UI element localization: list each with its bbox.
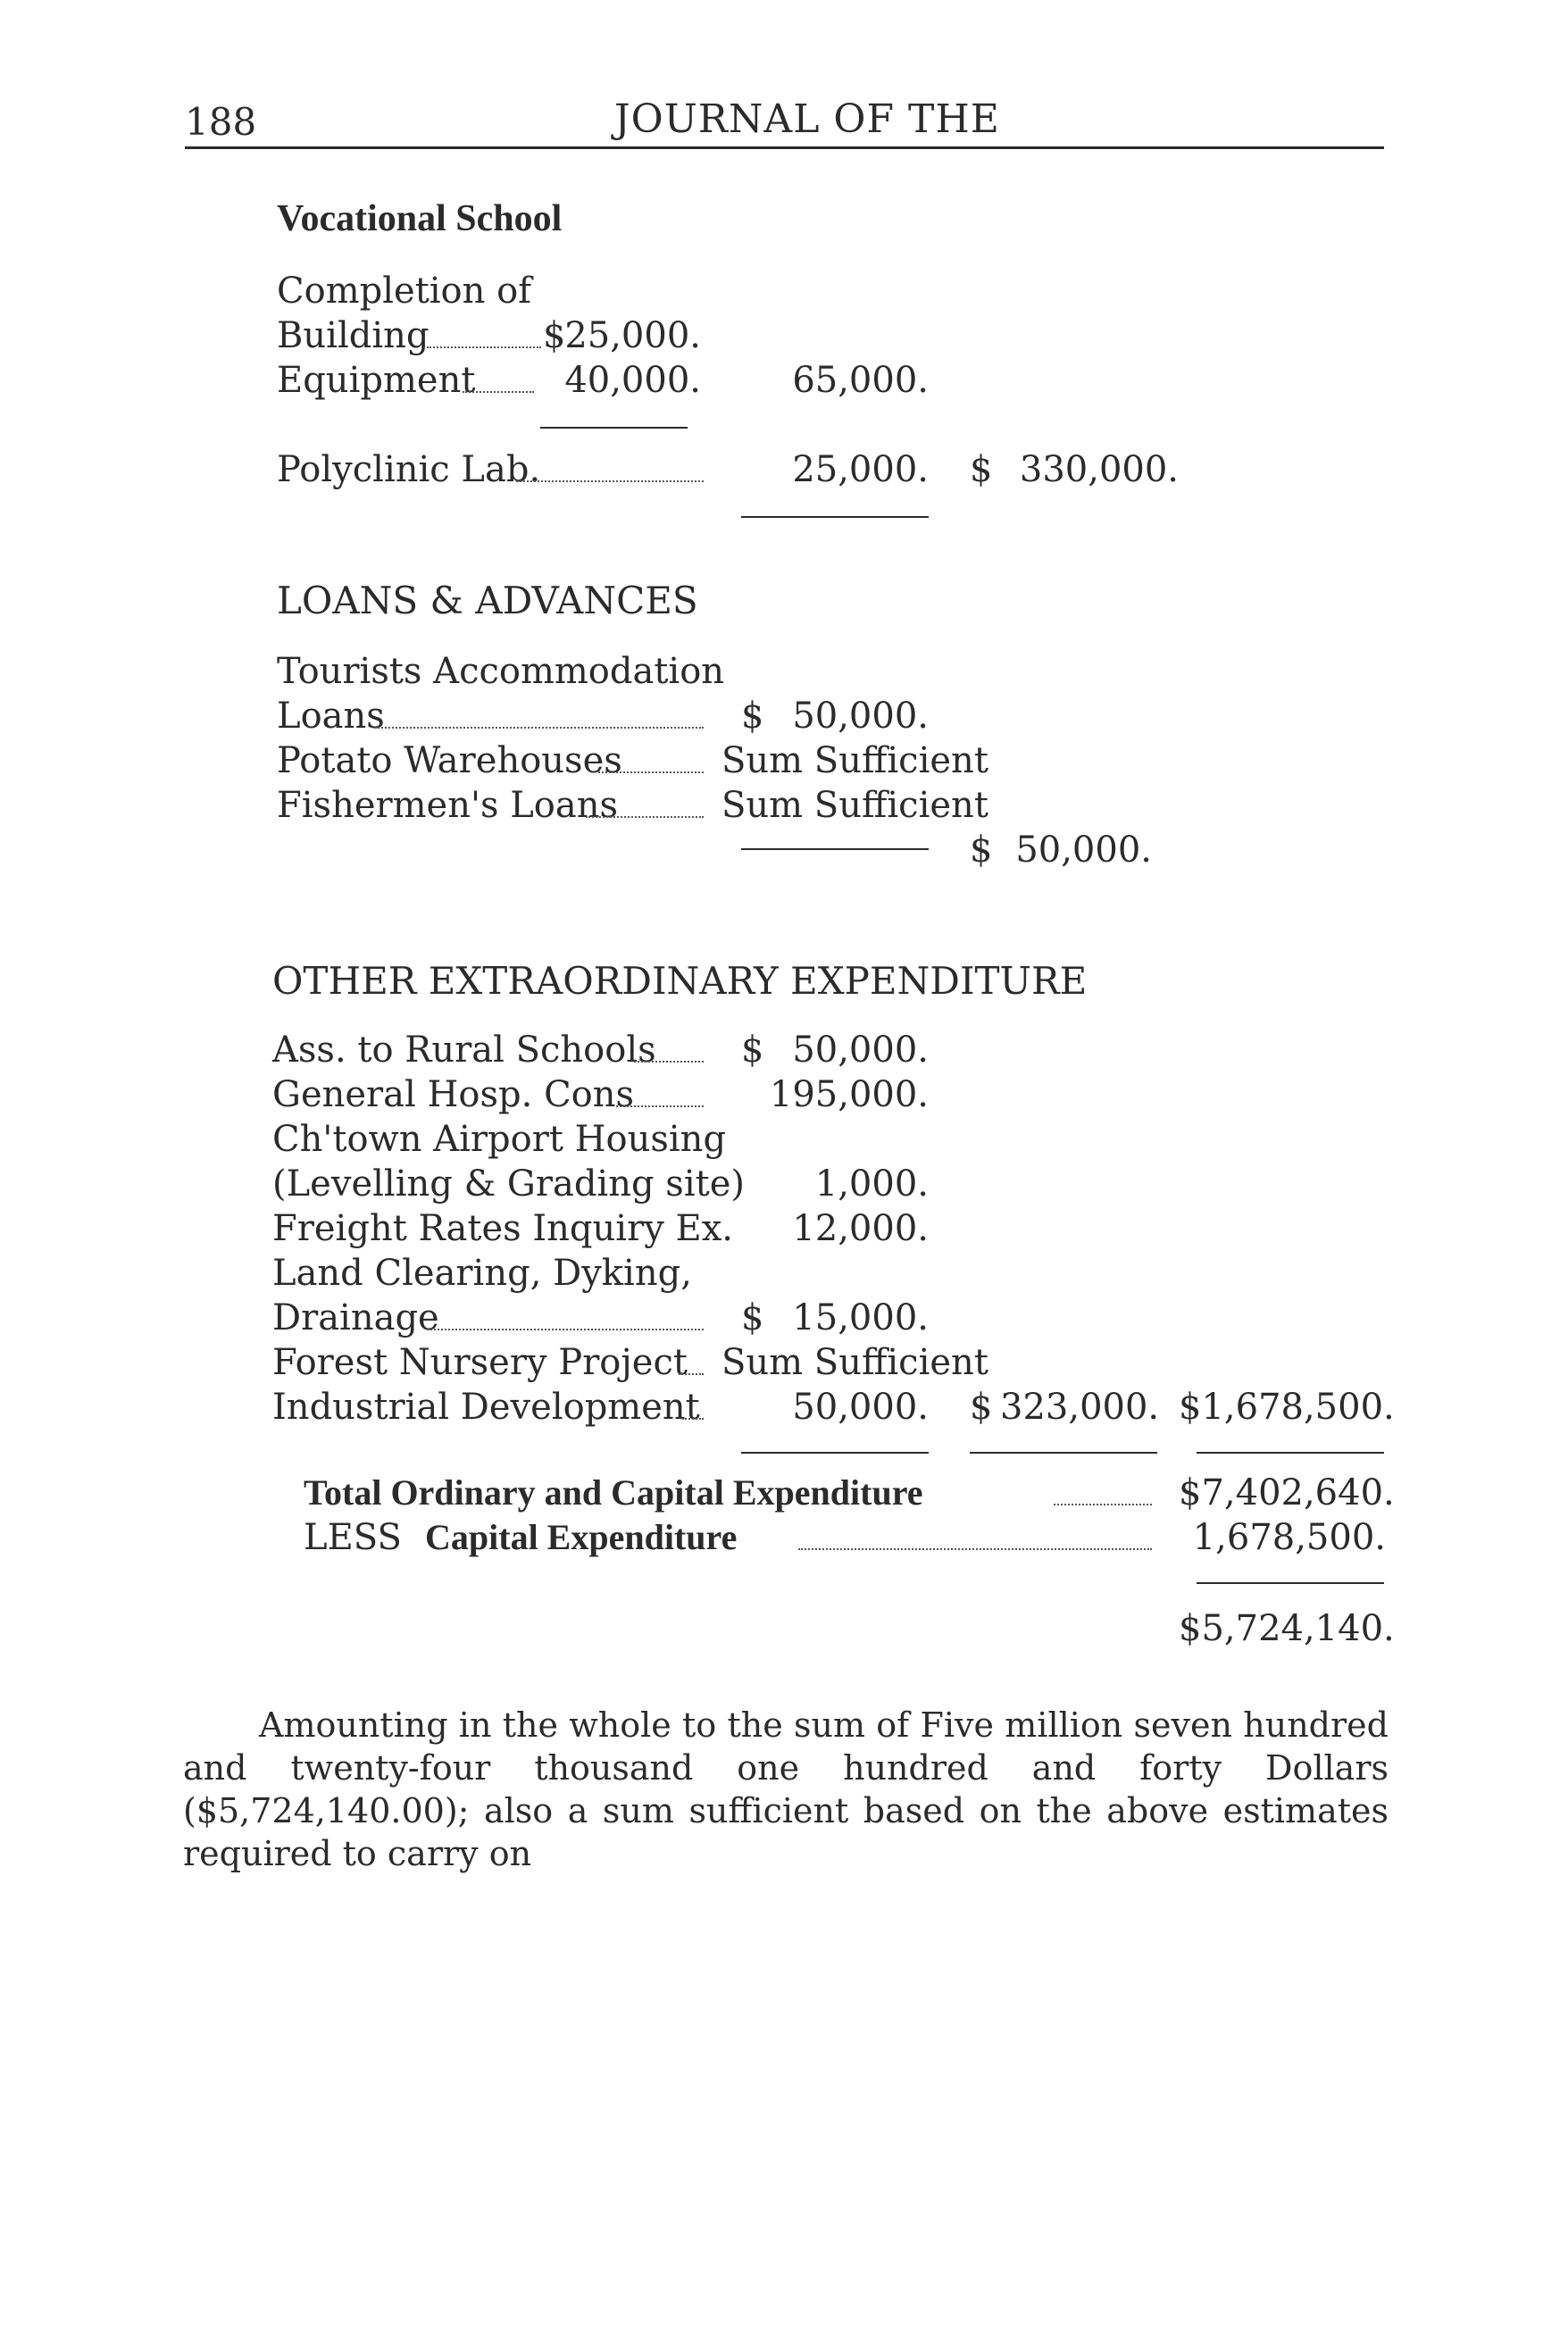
tourists-loans-label: Loans <box>277 696 385 737</box>
industrial-amount: 50,000. <box>792 1387 929 1428</box>
vocational-heading: Vocational School <box>277 198 563 239</box>
subtotal-rule <box>970 1452 1157 1454</box>
rural-amount: 50,000. <box>792 1030 929 1071</box>
leader-dots <box>1054 1504 1152 1505</box>
leader-dots <box>586 816 704 818</box>
building-amount: 25,000. <box>564 315 701 356</box>
capital-total: $1,678,500. <box>1179 1387 1395 1428</box>
subtotal-rule <box>540 427 688 429</box>
subtotal-rule <box>1197 1582 1384 1584</box>
dollar-sign: $ <box>543 315 566 356</box>
page-number: 188 <box>185 100 257 144</box>
polyclinic-label: Polyclinic Lab. <box>277 449 541 490</box>
subtotal-rule <box>1197 1452 1384 1454</box>
airport-site-label: (Levelling & Grading site) <box>272 1163 745 1205</box>
subtotal-rule <box>741 1452 929 1454</box>
potato-amount: Sum Sufficient <box>721 740 988 781</box>
leader-dots <box>682 1418 704 1420</box>
tourists-amount: 50,000. <box>792 696 929 737</box>
loans-heading: LOANS & ADVANCES <box>277 579 698 622</box>
dollar-sign: $ <box>741 696 764 737</box>
vocational-total: 65,000. <box>792 360 929 401</box>
airport-label: Ch'town Airport Housing <box>272 1119 727 1160</box>
leader-dots <box>798 1548 1152 1550</box>
completion-label: Completion of <box>277 271 531 312</box>
land-label: Land Clearing, Dyking, <box>272 1253 692 1294</box>
subtotal-rule <box>741 516 929 518</box>
dollar-sign: $ <box>741 1030 764 1071</box>
freight-label: Freight Rates Inquiry Ex. <box>272 1208 733 1249</box>
polyclinic-amount: 25,000. <box>792 449 929 490</box>
drainage-label: Drainage <box>272 1297 439 1338</box>
hosp-amount: 195,000. <box>769 1074 929 1115</box>
leader-dots <box>616 1105 704 1107</box>
potato-label: Potato Warehouses <box>277 740 622 781</box>
freight-amount: 12,000. <box>792 1208 929 1249</box>
fishermen-amount: Sum Sufficient <box>721 785 988 826</box>
net-total: $5,724,140. <box>1179 1608 1395 1649</box>
ordinary-capital-amount: $7,402,640. <box>1179 1472 1395 1513</box>
leader-dots <box>427 346 541 348</box>
less-word: LESS <box>304 1517 402 1558</box>
leader-dots <box>427 1329 704 1330</box>
leader-dots <box>375 727 704 729</box>
airport-amount: 1,000. <box>814 1163 929 1205</box>
leader-dots <box>679 1373 704 1375</box>
dollar-sign: $ <box>741 1297 764 1338</box>
equipment-amount: 40,000. <box>564 360 701 401</box>
body-paragraph: Amounting in the whole to the sum of Five million seven hundred and twenty-four thousand one hundred and forty Dollars ($5,724,140.00); also a sum sufficient based on the above estimates required to carry on <box>183 1705 1389 1873</box>
dollar-sign: $ <box>970 449 993 490</box>
ordinary-capital-label: Total Ordinary and Capital Expenditure <box>304 1472 923 1513</box>
less-amount: 1,678,500. <box>1192 1517 1386 1558</box>
header-rule <box>185 146 1384 149</box>
leader-dots <box>634 1061 704 1063</box>
industrial-label: Industrial Development <box>272 1387 700 1428</box>
equipment-label: Equipment <box>277 360 476 401</box>
leader-dots <box>516 480 704 482</box>
dollar-sign: $ <box>970 830 993 871</box>
other-section-total: 323,000. <box>1000 1387 1160 1428</box>
vocational-section-total: 330,000. <box>1019 449 1179 490</box>
rural-label: Ass. to Rural Schools <box>272 1030 656 1071</box>
fishermen-label: Fishermen's Loans <box>277 785 619 826</box>
less-label: Capital Expenditure <box>425 1517 738 1557</box>
forest-amount: Sum Sufficient <box>721 1342 988 1383</box>
loans-total: 50,000. <box>1015 830 1152 871</box>
forest-label: Forest Nursery Project <box>272 1342 688 1383</box>
building-label: Building <box>277 315 430 356</box>
subtotal-rule <box>741 848 929 850</box>
tourists-label: Tourists Accommodation <box>277 651 725 692</box>
running-title: JOURNAL OF THE <box>614 96 1000 142</box>
land-amount: 15,000. <box>792 1297 929 1338</box>
leader-dots <box>598 771 704 773</box>
leader-dots <box>463 391 534 393</box>
dollar-sign: $ <box>970 1387 993 1428</box>
other-heading: OTHER EXTRAORDINARY EXPENDITURE <box>272 959 1088 1003</box>
hosp-label: General Hosp. Cons <box>272 1074 635 1115</box>
